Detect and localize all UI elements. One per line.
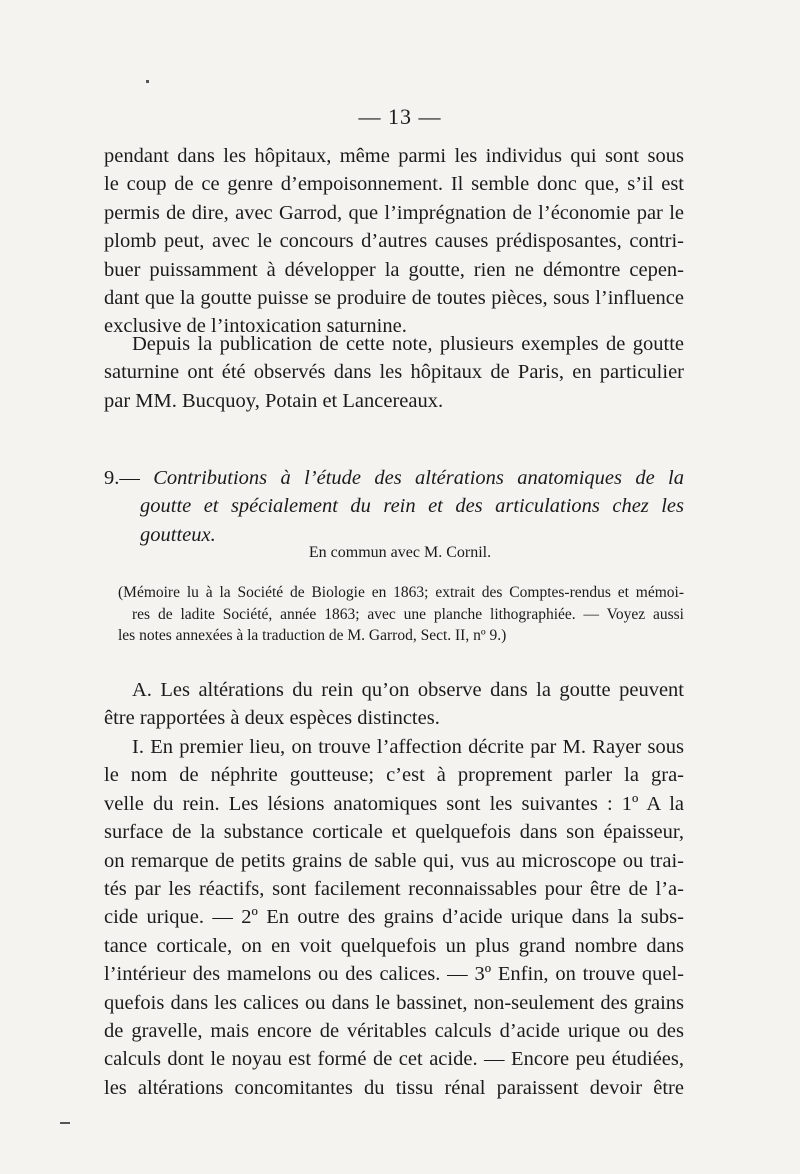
- ink-speck: [146, 80, 149, 83]
- section-title-part: goutteux.: [140, 523, 216, 546]
- text-line: surface de la substance corticale et quelquefois dans son épaisseur,: [104, 821, 684, 844]
- text-line: par MM. Bucquoy, Potain et Lancereaux.: [104, 389, 444, 412]
- text-line: exclusive de l’intoxication saturnine.: [104, 315, 407, 338]
- paragraph-2: [104, 330, 684, 415]
- note-line: res de ladite Société, année 1863; avec une planche lithographiée. — Voyez aussi: [132, 605, 684, 623]
- paragraph-1: [104, 142, 684, 341]
- text-line: permis de dire, avec Garrod, que l’imprégnation de l’économie par le: [104, 201, 684, 224]
- text-line: l’intérieur des mamelons ou des calices. — 3º Enfin, on trouve quel-: [104, 963, 684, 986]
- text-line: le coup de ce genre d’empoisonnement. Il semble donc que, s’il est: [104, 173, 684, 196]
- text-line: cide urique. — 2º En outre des grains d’acide urique dans la subs-: [104, 906, 684, 929]
- text-line: on remarque de petits grains de sable qui, vus au microscope ou trai-: [104, 849, 684, 872]
- paragraph-4: [104, 733, 684, 1102]
- text-line: saturnine ont été observés dans les hôpitaux de Paris, en particulier: [104, 361, 684, 384]
- page-number: — 13 —: [358, 104, 442, 129]
- note-line: (Mémoire lu à la Société de Biologie en 1863; extrait des Comptes-rendus et mémoi-: [118, 584, 684, 601]
- byline: En commun avec M. Cornil.: [308, 544, 492, 561]
- text-line: être rapportées à deux espèces distinctes.: [104, 707, 440, 730]
- text-line: A. Les altérations du rein qu’on observe dans la goutte peuvent: [132, 679, 684, 701]
- text-line: les altérations concomitantes du tissu rénal paraissent devoir être: [104, 1076, 684, 1099]
- text-line: I. En premier lieu, on trouve l’affection décrite par M. Rayer sous: [132, 736, 684, 758]
- text-line: calculs dont le noyau est formé de cet acide. — Encore peu étudiées,: [104, 1048, 684, 1071]
- ink-speck: [60, 1122, 70, 1124]
- text-line: plomb peut, avec le concours d’autres causes prédisposantes, contri-: [104, 230, 684, 253]
- section-heading: [104, 464, 684, 549]
- paragraph-3: [104, 676, 684, 733]
- text-line: buer puissamment à développer la goutte, rien ne démontre cepen-: [104, 258, 684, 281]
- text-line: tance corticale, on en voit quelquefois un plus grand nombre dans: [104, 934, 684, 957]
- heading-line-1: [104, 464, 684, 492]
- text-line: quefois dans les calices ou dans le bassinet, non-seulement des grains: [104, 991, 684, 1014]
- bibliographic-note: [118, 582, 684, 647]
- section-title-part: Contributions à l’étude des altérations anatomiques de la: [153, 467, 684, 489]
- section-number: 9.—: [104, 467, 140, 489]
- text-line: dant que la goutte puisse se produire de toutes pièces, sous l’influence: [104, 286, 684, 309]
- section-title-part: goutte et spécialement du rein et des articulations chez les: [140, 495, 684, 518]
- text-line: le nom de néphrite goutteuse; c’est à proprement parler la gra-: [104, 764, 684, 787]
- text-line: pendant dans les hôpitaux, même parmi les individus qui sont sous: [104, 145, 684, 167]
- text-line: tés par les réactifs, sont facilement reconnaissables pour être de l’a-: [104, 877, 684, 900]
- text-line: Depuis la publication de cette note, plusieurs exemples de goutte: [132, 333, 684, 355]
- text-line: de gravelle, mais encore de véritables calculs d’acide urique ou des: [104, 1019, 684, 1042]
- note-line: les notes annexées à la traduction de M. Garrod, Sect. II, nº 9.): [118, 627, 507, 644]
- text-line: velle du rein. Les lésions anatomiques sont les suivantes : 1º A la: [104, 792, 684, 815]
